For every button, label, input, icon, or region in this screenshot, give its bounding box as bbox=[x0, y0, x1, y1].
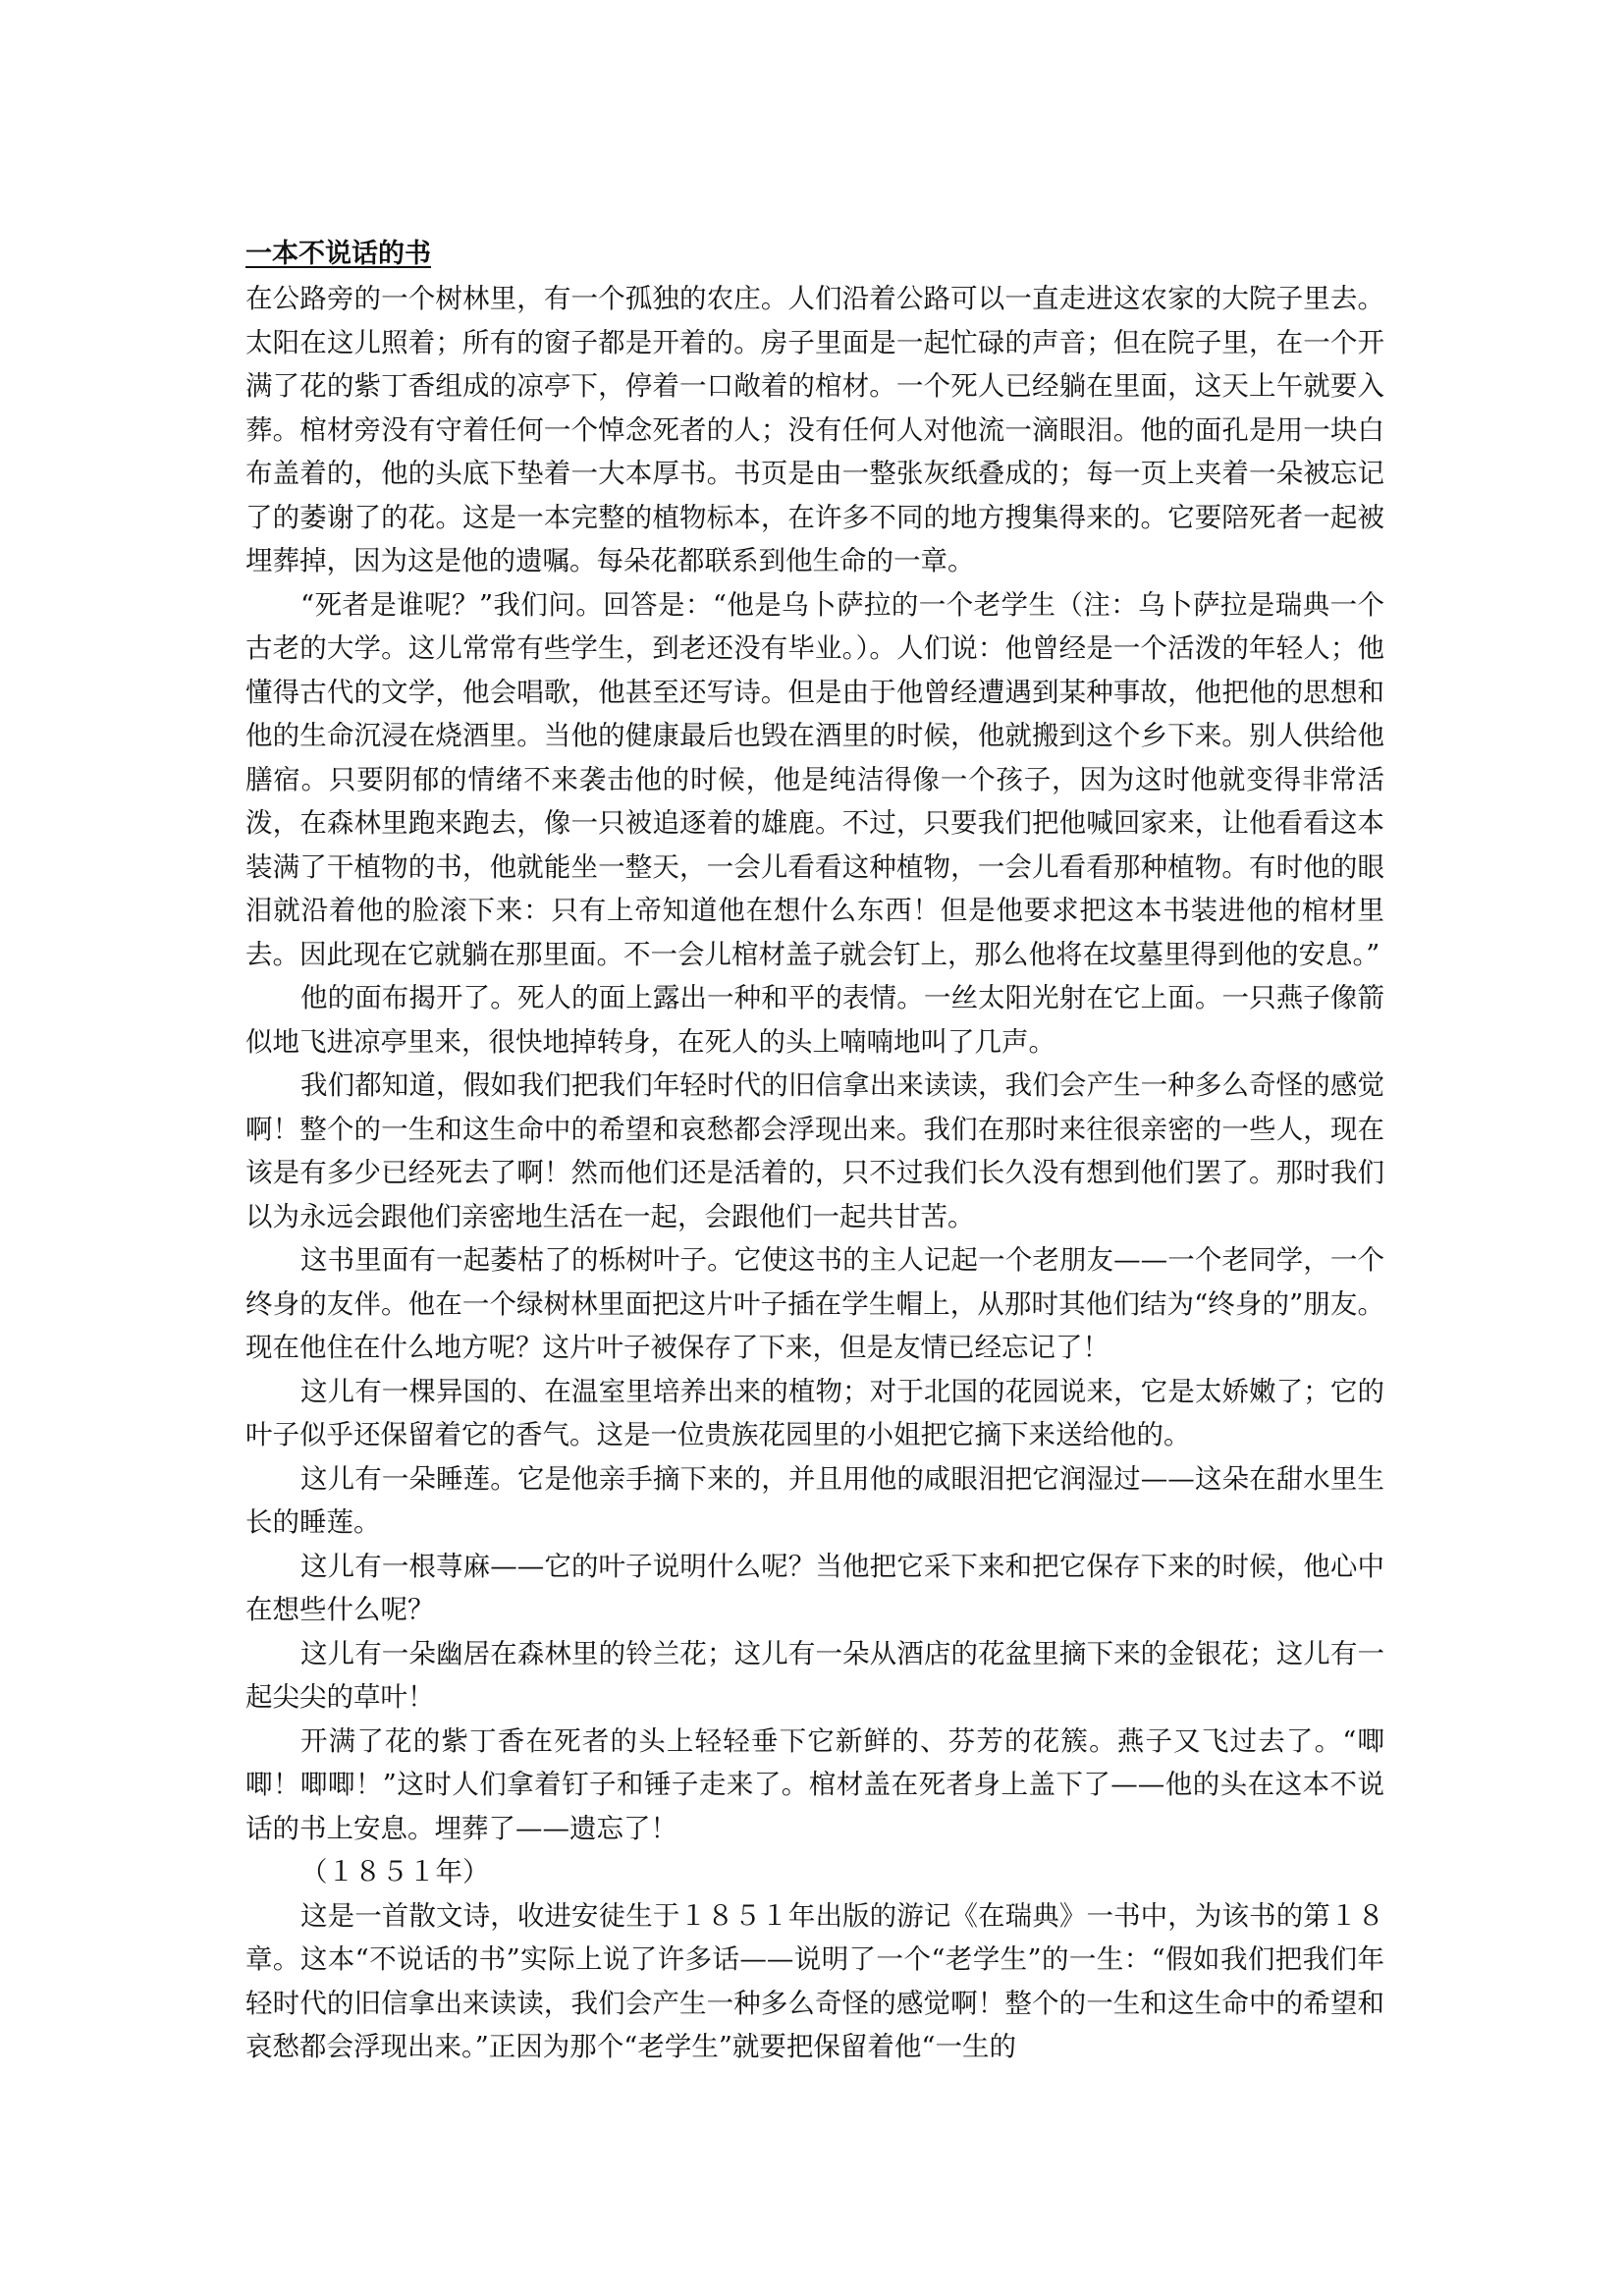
document-title: 一本不说话的书 bbox=[245, 239, 431, 269]
paragraph-1: 在公路旁的一个树林里，有一个孤独的农庄。人们沿着公路可以一直走进这农家的大院子里去。太阳在这儿照着；所有的窗子都是开着的。房子里面是一起忙碌的声音；但在院子里，在一个开满了花的紫丁香组成的凉亭下，停着一口敞着的棺材。一个死人已经躺在里面，这天上午就要入葬。棺材旁没有守着任何一个悼念死者的人；没有任何人对他流一滴眼泪。他的面孔是用一块白布盖着的，他的头底下垫着一大本厚书。书页是由一整张灰纸叠成的；每一页上夹着一朵被忘记了的萎谢了的花。这是一本完整的植物标本，在许多不同的地方搜集得来的。它要陪死者一起被埋葬掉，因为这是他的遗嘱。每朵花都联系到他生命的一章。 bbox=[245, 283, 1384, 576]
document-page bbox=[245, 236, 1384, 2069]
paragraph-2: “死者是谁呢？”我们问。回答是：“他是乌卜萨拉的一个老学生（注：乌卜萨拉是瑞典一个古老的大学。这儿常常有些学生，到老还没有毕业。）。人们说：他曾经是一个活泼的年轻人；他懂得古代的文学，他会唱歌，他甚至还写诗。但是由于他曾经遭遇到某种事故，他把他的思想和他的生命沉浸在烧酒里。当他的健康最后也毁在酒里的时候，他就搬到这个乡下来。别人供给他膳宿。只要阴郁的情绪不来袭击他的时候，他是纯洁得像一个孩子，因为这时他就变得非常活泼，在森林里跑来跑去，像一只被追逐着的雄鹿。不过，只要我们把他喊回家来，让他看看这本装满了干植物的书，他就能坐一整天，一会儿看看这种植物，一会儿看看那种植物。有时他的眼泪就沿着他的脸滚下来：只有上帝知道他在想什么东西！但是他要求把这本书装进他的棺材里去。因此现在它就躺在那里面。不一会儿棺材盖子就会钉上，那么他将在坟墓里得到他的安息。” bbox=[245, 588, 1384, 970]
paragraph-5: 这书里面有一起萎枯了的栎树叶子。它使这书的主人记起一个老朋友——一个老同学，一个终身的友伴。他在一个绿树林里面把这片叶子插在学生帽上，从那时其他们结为“终身的”朋友。现在他住在什么地方呢？这片叶子被保存了下来，但是友情已经忘记了！ bbox=[245, 1244, 1384, 1363]
year-note: （１８５１年） bbox=[300, 1856, 490, 1887]
paragraph-6: 这儿有一棵异国的、在温室里培养出来的植物；对于北国的花园说来，它是太娇嫩了；它的叶子似乎还保留着它的香气。这是一位贵族花园里的小姐把它摘下来送给他的。 bbox=[245, 1375, 1384, 1450]
paragraph-9: 这儿有一朵幽居在森林里的铃兰花；这儿有一朵从酒店的花盆里摘下来的金银花；这儿有一起尖尖的草叶！ bbox=[245, 1637, 1384, 1713]
commentary-paragraph: 这是一首散文诗，收进安徒生于１８５１年出版的游记《在瑞典》一书中，为该书的第１８章。这本“不说话的书”实际上说了许多话——说明了一个“老学生”的一生：“假如我们把我们年轻时代的旧信拿出来读读，我们会产生一种多么奇怪的感觉啊！整个的一生和这生命中的希望和哀愁都会浮现出来。”正因为那个“老学生”就要把保留着他“一生的 bbox=[245, 1899, 1384, 2062]
paragraph-8: 这儿有一根荨麻——它的叶子说明什么呢？当他把它采下来和把它保存下来的时候，他心中在想些什么呢？ bbox=[245, 1550, 1384, 1625]
paragraph-7: 这儿有一朵睡莲。它是他亲手摘下来的，并且用他的咸眼泪把它润湿过——这朵在甜水里生长的睡莲。 bbox=[245, 1462, 1384, 1538]
paragraph-10: 开满了花的紫丁香在死者的头上轻轻垂下它新鲜的、芬芳的花簇。燕子又飞过去了。“唧唧！唧唧！”这时人们拿着钉子和锤子走来了。棺材盖在死者身上盖下了——他的头在这本不说话的书上安息。埋葬了——遗忘了！ bbox=[245, 1724, 1384, 1844]
paragraph-3: 他的面布揭开了。死人的面上露出一种和平的表情。一丝太阳光射在它上面。一只燕子像箭似地飞进凉亭里来，很快地掉转身，在死人的头上喃喃地叫了几声。 bbox=[245, 982, 1384, 1058]
paragraph-4: 我们都知道，假如我们把我们年轻时代的旧信拿出来读读，我们会产生一种多么奇怪的感觉啊！整个的一生和这生命中的希望和哀愁都会浮现出来。我们在那时来往很亲密的一些人，现在该是有多少已经死去了啊！然而他们还是活着的，只不过我们长久没有想到他们罢了。那时我们以为永远会跟他们亲密地生活在一起，会跟他们一起共甘苦。 bbox=[245, 1069, 1384, 1232]
